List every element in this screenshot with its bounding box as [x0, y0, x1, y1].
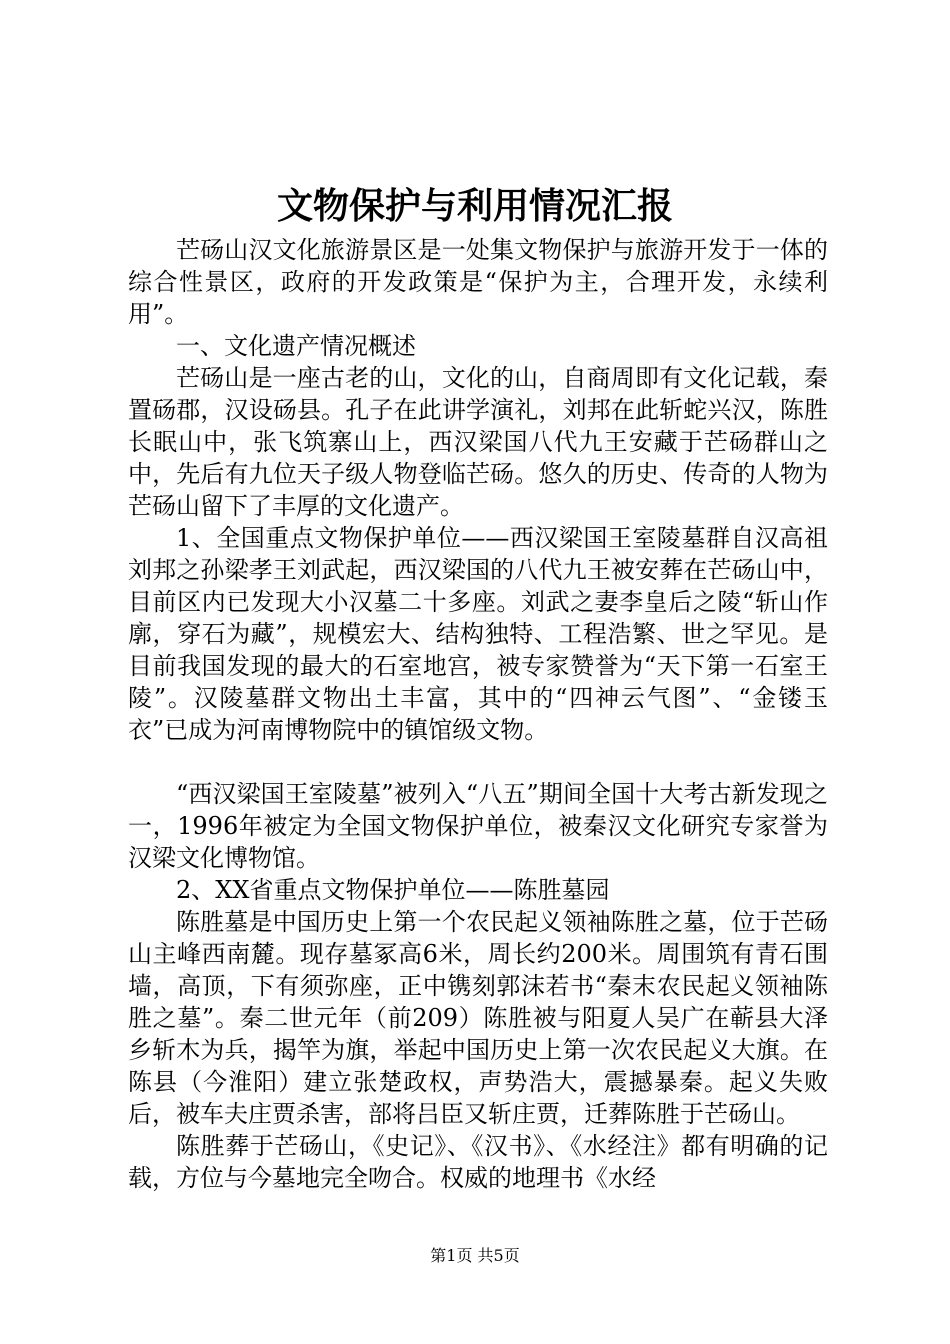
document-body — [128, 234, 828, 1194]
item-1-followup-paragraph: “西汉梁国王室陵墓”被列入“八五”期间全国十大考古新发现之一，1996年被定为全国文物保护单位，被秦汉文化研究专家誉为汉梁文化博物馆。 — [128, 780, 828, 872]
document-title: 文物保护与利用情况汇报 — [276, 185, 673, 227]
item-2-heading: 2、XX省重点文物保护单位——陈胜墓园 — [176, 876, 610, 904]
chen-sheng-tomb-paragraph: 陈胜墓是中国历史上第一个农民起义领袖陈胜之墓，位于芒砀山主峰西南麓。现存墓冢高6米，周长约200米。周围筑有青石围墙，高顶，下有须弥座，正中镌刻郭沫若书“秦末农民起义领袖陈胜之墓”。秦二世元年（前209）陈胜被与阳夏人吴广在蕲县大泽乡斩木为兵，揭竿为旗，举起中国历史上第一次农民起义大旗。在陈县（今淮阳）建立张楚政权，声势浩大，震撼暴秦。起义失败后，被车夫庄贾杀害，部将吕臣又斩庄贾，迁葬陈胜于芒砀山。 — [128, 908, 828, 1128]
item-1-paragraph: 1、全国重点文物保护单位——西汉梁国王室陵墓群自汉高祖刘邦之孙梁孝王刘武起，西汉梁国的八代九王被安葬在芒砀山中，目前区内已发现大小汉墓二十多座。刘武之妻李皇后之陵“斩山作廓，穿石为藏”，规模宏大、结构独特、工程浩繁、世之罕见。是目前我国发现的最大的石室地宫，被专家赞誉为“天下第一石室王陵”。汉陵墓群文物出土丰富，其中的“四神云气图”、“金镂玉衣”已成为河南博物院中的镇馆级文物。 — [128, 524, 828, 744]
intro-paragraph: 芒砀山汉文化旅游景区是一处集文物保护与旅游开发于一体的综合性景区，政府的开发政策是“保护为主，合理开发，永续利用”。 — [128, 236, 828, 328]
overview-paragraph: 芒砀山是一座古老的山，文化的山，自商周即有文化记载，秦置砀郡，汉设砀县。孔子在此讲学演礼，刘邦在此斩蛇兴汉，陈胜长眠山中，张飞筑寨山上，西汉梁国八代九王安藏于芒砀群山之中，先后有九位天子级人物登临芒砀。悠久的历史、传奇的人物为芒砀山留下了丰厚的文化遗产。 — [128, 364, 828, 520]
chen-sheng-records-paragraph: 陈胜葬于芒砀山，《史记》、《汉书》、《水经注》都有明确的记载，方位与今墓地完全吻合。权威的地理书《水经 — [128, 1132, 828, 1192]
page-footer: 第1页 共5页 — [430, 1246, 520, 1265]
section-heading-overview: 一、文化遗产情况概述 — [176, 332, 416, 360]
